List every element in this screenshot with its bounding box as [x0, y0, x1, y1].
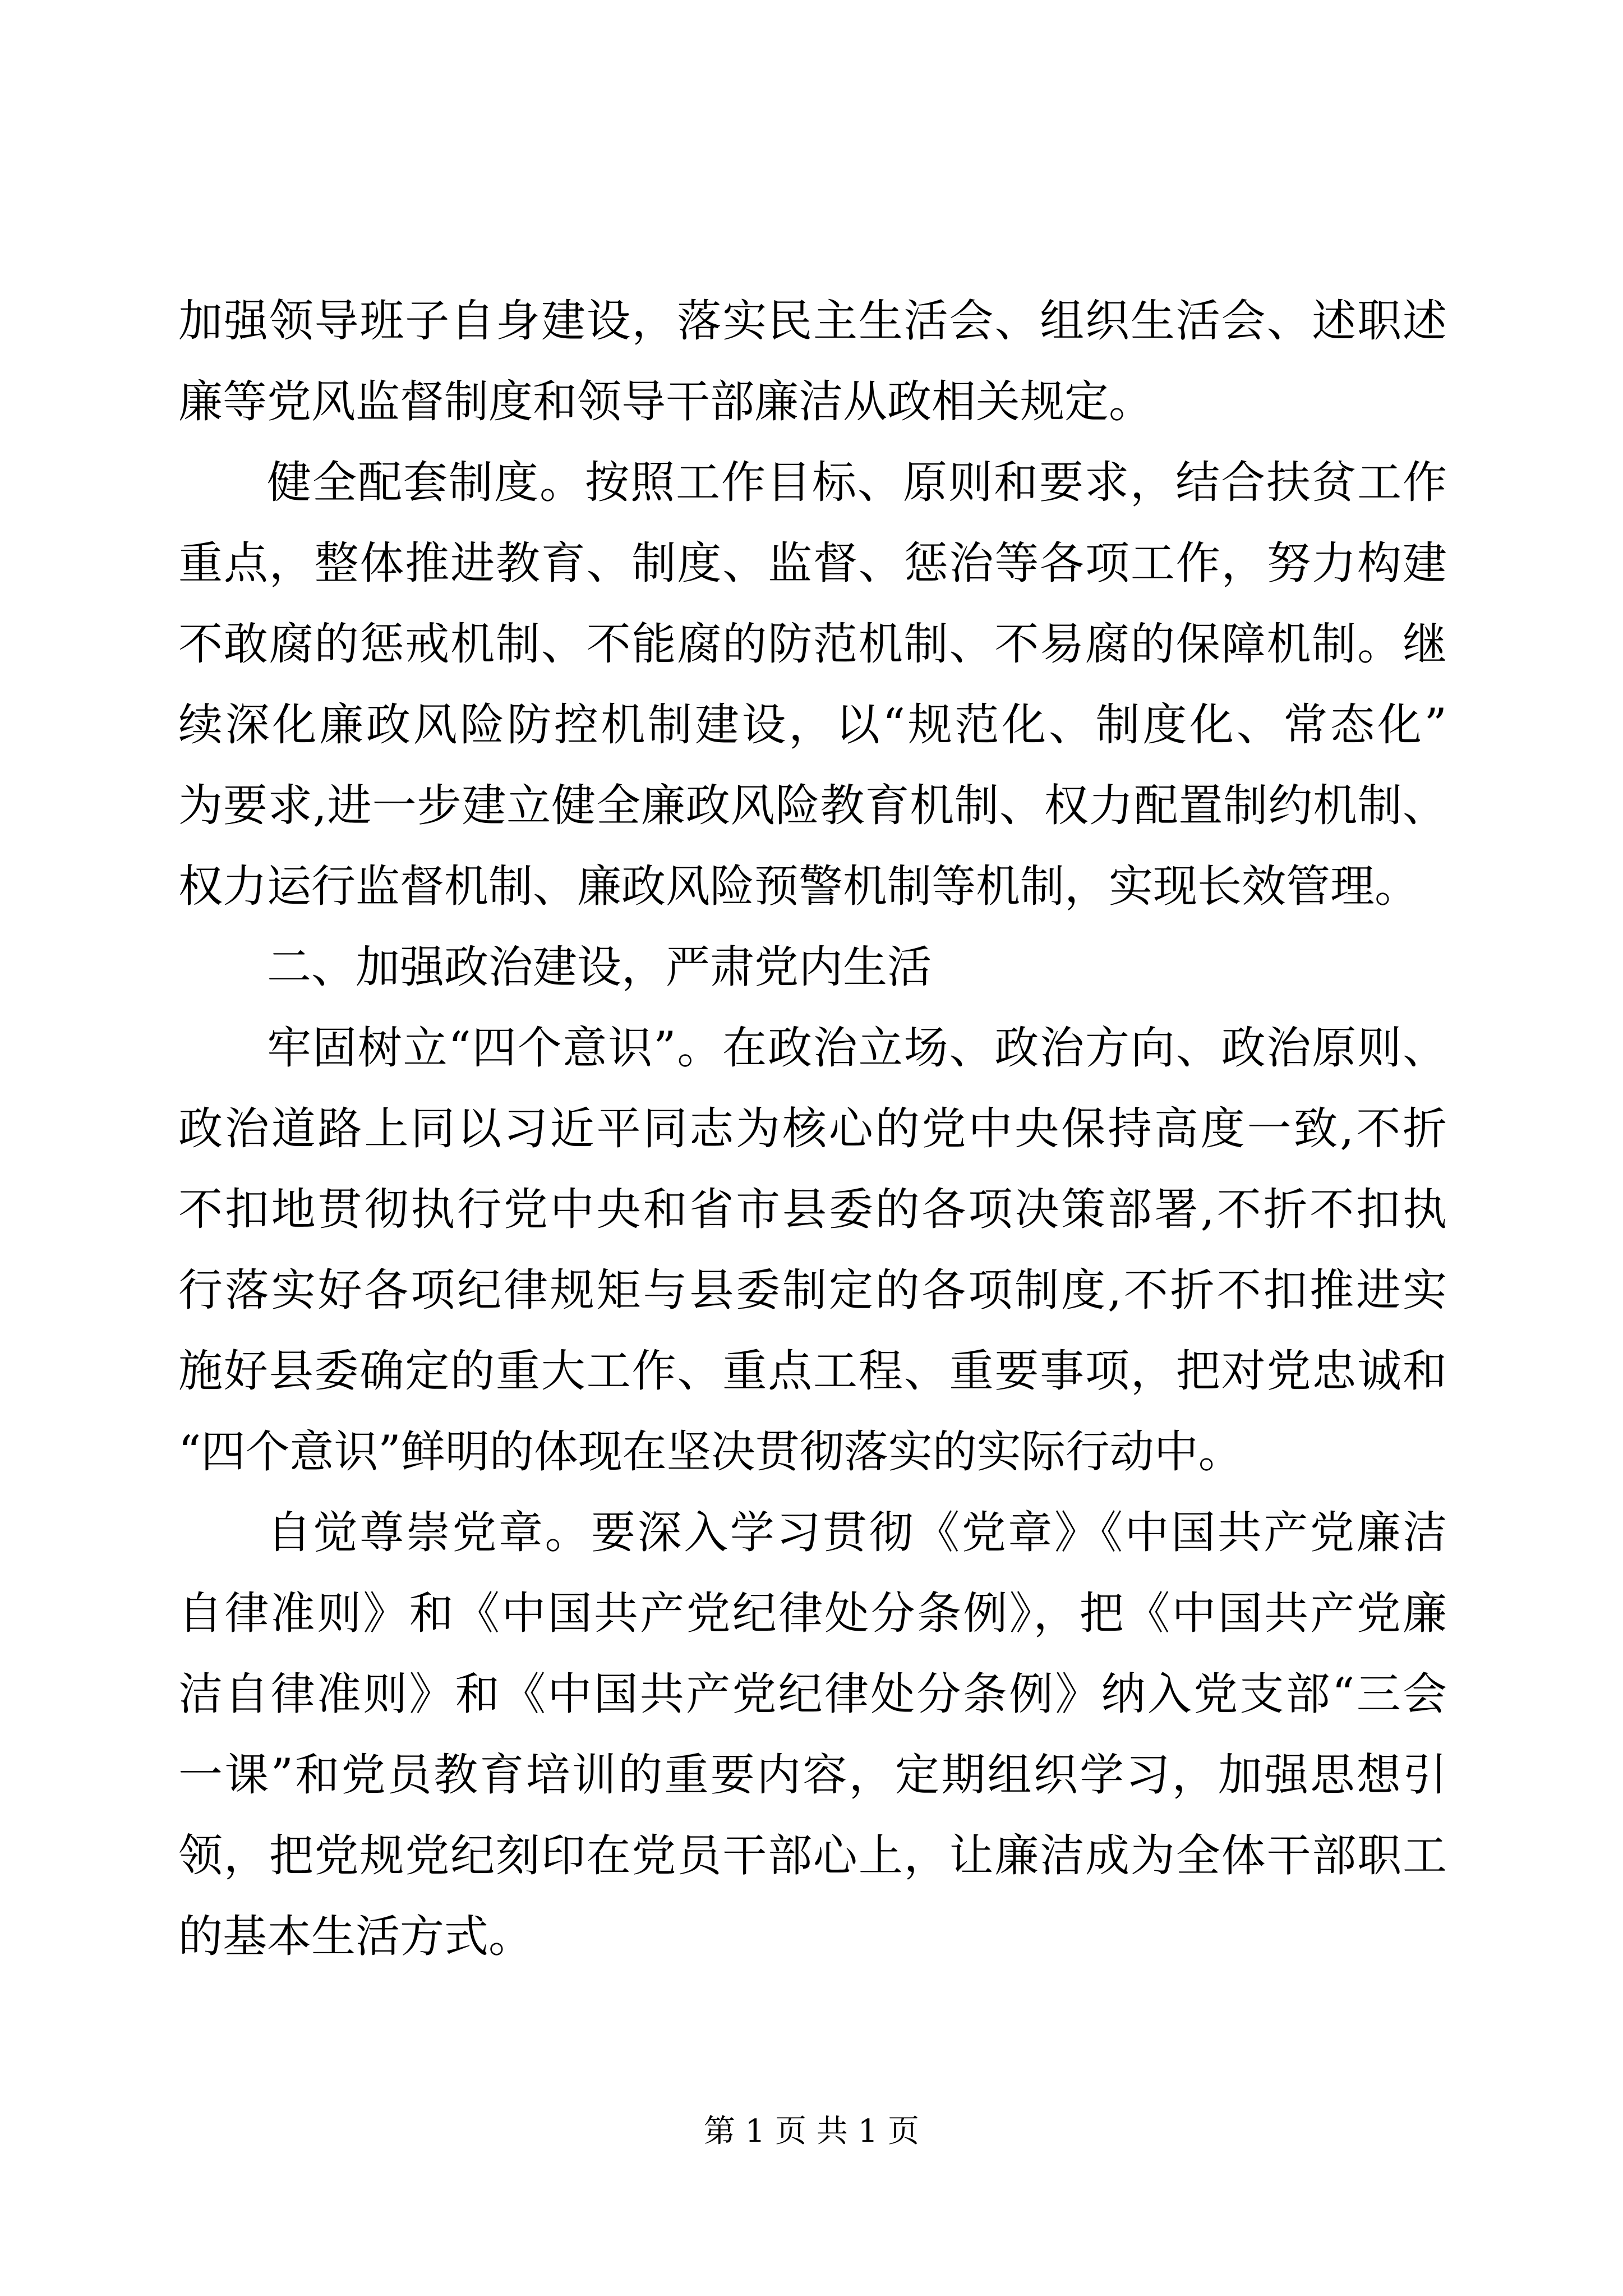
text-line: 健全配套制度。按照工作目标、原则和要求，结合扶贫工作 — [267, 457, 1447, 508]
text-line: 的基本生活方式。 — [178, 1911, 533, 1962]
text-line: “四个意识”鲜明的体现在坚决贯彻落实的实际行动中。 — [178, 1426, 1243, 1478]
text-line: 重点，整体推进教育、制度、监督、惩治等各项工作，努力构建 — [178, 537, 1447, 589]
text-line: 一课”和党员教育培训的重要内容，定期组织学习，加强思想引 — [178, 1749, 1447, 1801]
document-body — [178, 280, 1447, 1977]
text-line: 续深化廉政风险防控机制建设，以“规范化、制度化、常态化” — [178, 699, 1447, 751]
text-line: 领，把党规党纪刻印在党员干部心上，让廉洁成为全体干部职工 — [178, 1830, 1447, 1881]
text-line: 政治道路上同以习近平同志为核心的党中央保持高度一致,不折 — [178, 1103, 1447, 1154]
text-line: 自觉尊崇党章。要深入学习贯彻《党章》《中国共产党廉洁 — [267, 1507, 1447, 1558]
text-line: 牢固树立“四个意识”。在政治立场、政治方向、政治原则、 — [267, 1022, 1447, 1074]
text-line: 为要求,进一步建立健全廉政风险教育机制、权力配置制约机制、 — [178, 780, 1447, 831]
text-line: 洁自律准则》和《中国共产党纪律处分条例》纳入党支部“三会 — [178, 1668, 1447, 1720]
page-footer: 第 1 页 共 1 页 — [703, 2113, 920, 2150]
text-line: 二、加强政治建设，严肃党内生活 — [267, 941, 932, 993]
text-line: 自律准则》和《中国共产党纪律处分条例》，把《中国共产党廉 — [178, 1588, 1447, 1639]
text-line: 加强领导班子自身建设，落实民主生活会、组织生活会、述职述 — [178, 295, 1447, 347]
text-line: 不扣地贯彻执行党中央和省市县委的各项决策部署,不折不扣执 — [178, 1184, 1447, 1235]
text-line: 不敢腐的惩戒机制、不能腐的防范机制、不易腐的保障机制。继 — [178, 618, 1447, 670]
text-line: 行落实好各项纪律规矩与县委制定的各项制度,不折不扣推进实 — [178, 1264, 1447, 1316]
text-line: 权力运行监督机制、廉政风险预警机制等机制，实现长效管理。 — [178, 861, 1419, 912]
text-line: 施好县委确定的重大工作、重点工程、重要事项，把对党忠诚和 — [178, 1345, 1447, 1397]
text-line: 廉等党风监督制度和领导干部廉洁从政相关规定。 — [178, 376, 1153, 427]
